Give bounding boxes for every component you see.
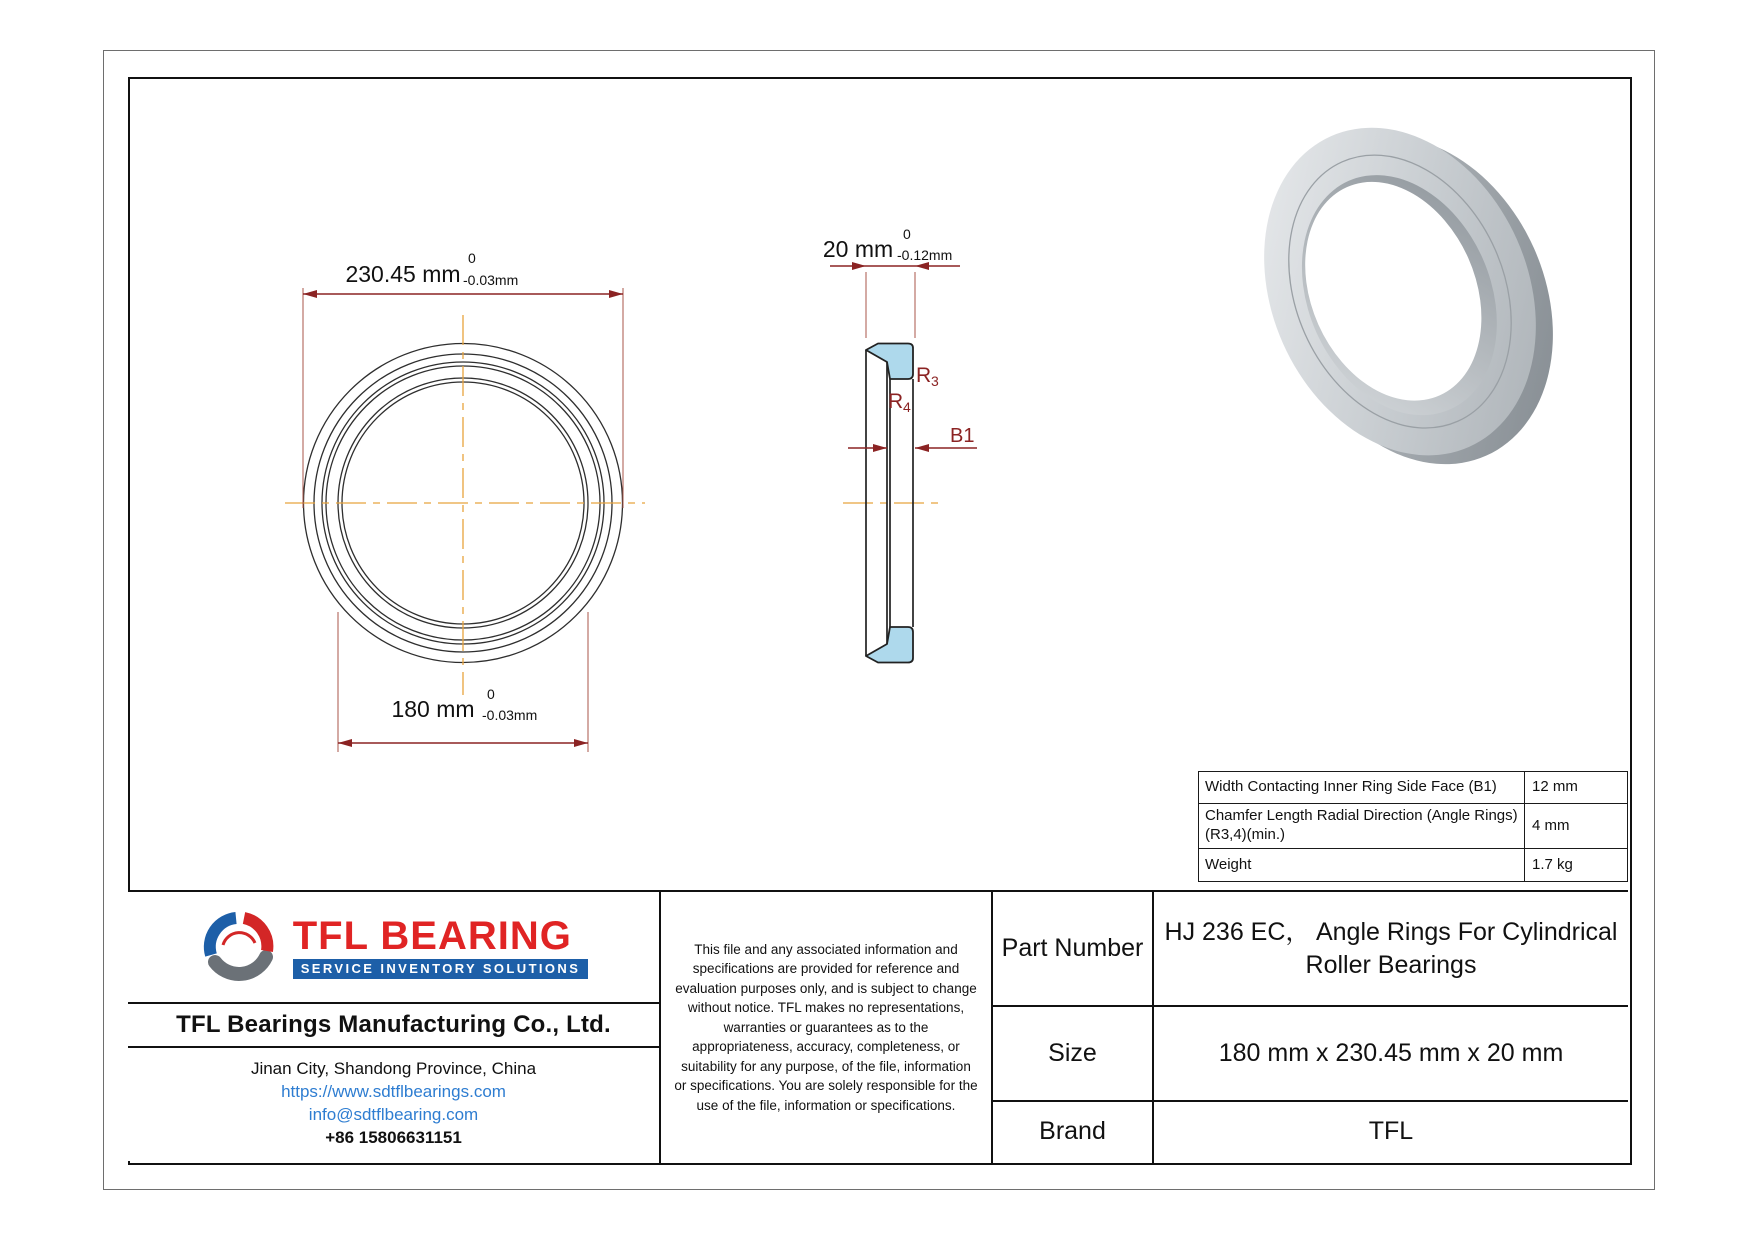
- dim-width-value: 20 mm: [822, 236, 894, 262]
- label-r4-letter: R: [888, 390, 904, 413]
- spec-table: [1198, 771, 1628, 882]
- logo-text: [292, 913, 589, 979]
- company-logo: [128, 892, 659, 1004]
- brand-label: Brand: [1039, 1117, 1106, 1145]
- table-row: [1199, 772, 1627, 803]
- spec-label-chamfer: Chamfer Length Radial Direction (Angle Rings)(R3,4)(min.): [1199, 804, 1525, 848]
- label-r3-sub: 3: [931, 373, 939, 389]
- company-column: [128, 892, 661, 1163]
- label-r3-letter: R: [916, 364, 932, 387]
- disclaimer-text: This file and any associated information and specifications are provided for reference and evaluation purposes only, and is subject to change without notice. TFL makes no representations, warranties or guarantees as to the appropriateness, accuracy, completeness, or suitability for any purpose, of the file, information or specifications. You are solely responsible for the use of the file, information or specifications.: [674, 941, 978, 1113]
- company-phone: +86 15806631151: [325, 1128, 462, 1147]
- table-row: [1199, 848, 1627, 881]
- title-block: [128, 890, 1628, 1161]
- part-number-value: HJ 236 EC， Angle Rings For Cylindrical Roller Bearings: [1154, 892, 1628, 1007]
- dim-outer-tol-upper: 0: [468, 250, 476, 266]
- disclaimer-cell: [661, 892, 993, 1163]
- size-label: Size: [993, 1007, 1152, 1102]
- part-number-label: Part Number: [993, 892, 1152, 1007]
- dim-outer-value: 230.45 mm: [345, 261, 461, 287]
- spec-value-weight: 1.7 kg: [1532, 855, 1573, 873]
- bearing-3d-render: [1214, 84, 1603, 508]
- label-r4-sub: 4: [903, 399, 911, 415]
- company-name: TFL Bearings Manufacturing Co., Ltd.: [128, 1004, 659, 1048]
- spec-label-b1-width: Width Contacting Inner Ring Side Face (B1): [1199, 772, 1525, 803]
- dim-outer-tol-lower: -0.03mm: [463, 272, 519, 288]
- company-email-link[interactable]: info@sdtflbearing.com: [308, 1105, 479, 1124]
- table-row: [1199, 803, 1627, 848]
- spec-label-weight: Weight: [1199, 849, 1525, 881]
- dimension-width: [823, 226, 960, 338]
- label-b1: B1: [950, 425, 975, 447]
- company-address: Jinan City, Shandong Province, China: [250, 1059, 537, 1078]
- field-labels-column: [993, 892, 1154, 1163]
- dim-width-tol-lower: -0.12mm: [897, 247, 953, 263]
- spec-value-chamfer: 4 mm: [1532, 816, 1570, 834]
- brand-value: TFL: [1368, 1117, 1414, 1146]
- field-values-column: [1154, 892, 1628, 1163]
- dim-bore-value: 180 mm: [391, 696, 475, 722]
- section-bottom-fill: [866, 627, 913, 663]
- tfl-logo-icon: [199, 907, 279, 987]
- centerlines: [285, 315, 941, 695]
- size-value: 180 mm x 230.45 mm x 20 mm: [1154, 1007, 1628, 1102]
- logo-title: TFL BEARING: [292, 913, 572, 958]
- dim-bore-tol-upper: 0: [487, 686, 495, 702]
- dim-bore-tol-lower: -0.03mm: [482, 707, 538, 723]
- section-top-fill: [866, 344, 913, 380]
- dim-width-tol-upper: 0: [903, 226, 911, 242]
- company-website-link[interactable]: https://www.sdtflbearings.com: [281, 1082, 506, 1101]
- logo-tagline: SERVICE INVENTORY SOLUTIONS: [293, 959, 589, 979]
- company-contact: [128, 1048, 659, 1161]
- spec-value-b1-width: 12 mm: [1532, 778, 1578, 796]
